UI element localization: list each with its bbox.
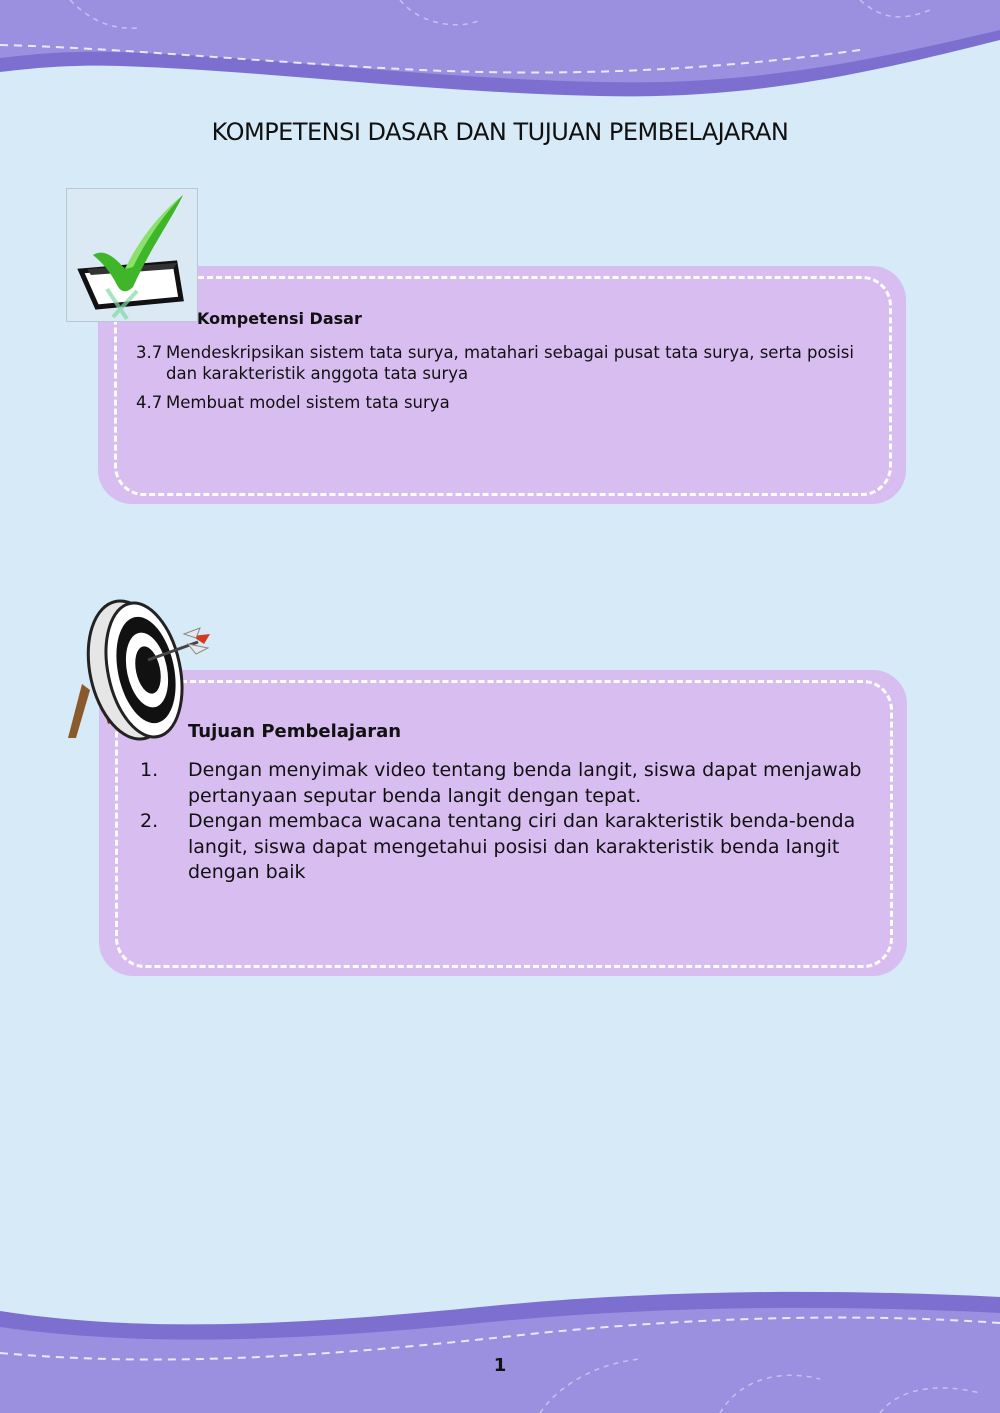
item-text: Mendeskripsikan sistem tata surya, matahari sebagai pusat tata surya, serta posisi dan karakteristik anggota tata surya [166, 343, 854, 383]
page-title: KOMPETENSI DASAR DAN TUJUAN PEMBELAJARAN [211, 118, 789, 146]
item-text: Membuat model sistem tata surya [166, 393, 450, 412]
list-item [140, 809, 870, 886]
item-text: Dengan membaca wacana tentang ciri dan karakteristik benda-benda langit, siswa dapat mengetahui posisi dan karakteristik benda langit dengan baik [188, 810, 856, 883]
kompetensi-dasar-heading: Kompetensi Dasar [197, 309, 362, 328]
list-item [136, 392, 876, 413]
list-item [136, 342, 876, 384]
checkbox-check-icon [66, 188, 198, 322]
item-number: 1. [140, 759, 159, 781]
item-number: 2. [140, 810, 159, 832]
tujuan-pembelajaran-list [140, 758, 870, 886]
list-item [140, 758, 870, 809]
page-number: 1 [493, 1355, 507, 1376]
top-wave-decoration [0, 0, 1000, 120]
item-text: Dengan menyimak video tentang benda langit, siswa dapat menjawab pertanyaan seputar benda langit dengan tepat. [188, 759, 862, 807]
tujuan-pembelajaran-heading: Tujuan Pembelajaran [188, 721, 402, 742]
item-number: 3.7 [136, 343, 163, 362]
bottom-wave-decoration [0, 1283, 1000, 1413]
item-number: 4.7 [136, 393, 163, 412]
kompetensi-dasar-list [136, 342, 876, 421]
